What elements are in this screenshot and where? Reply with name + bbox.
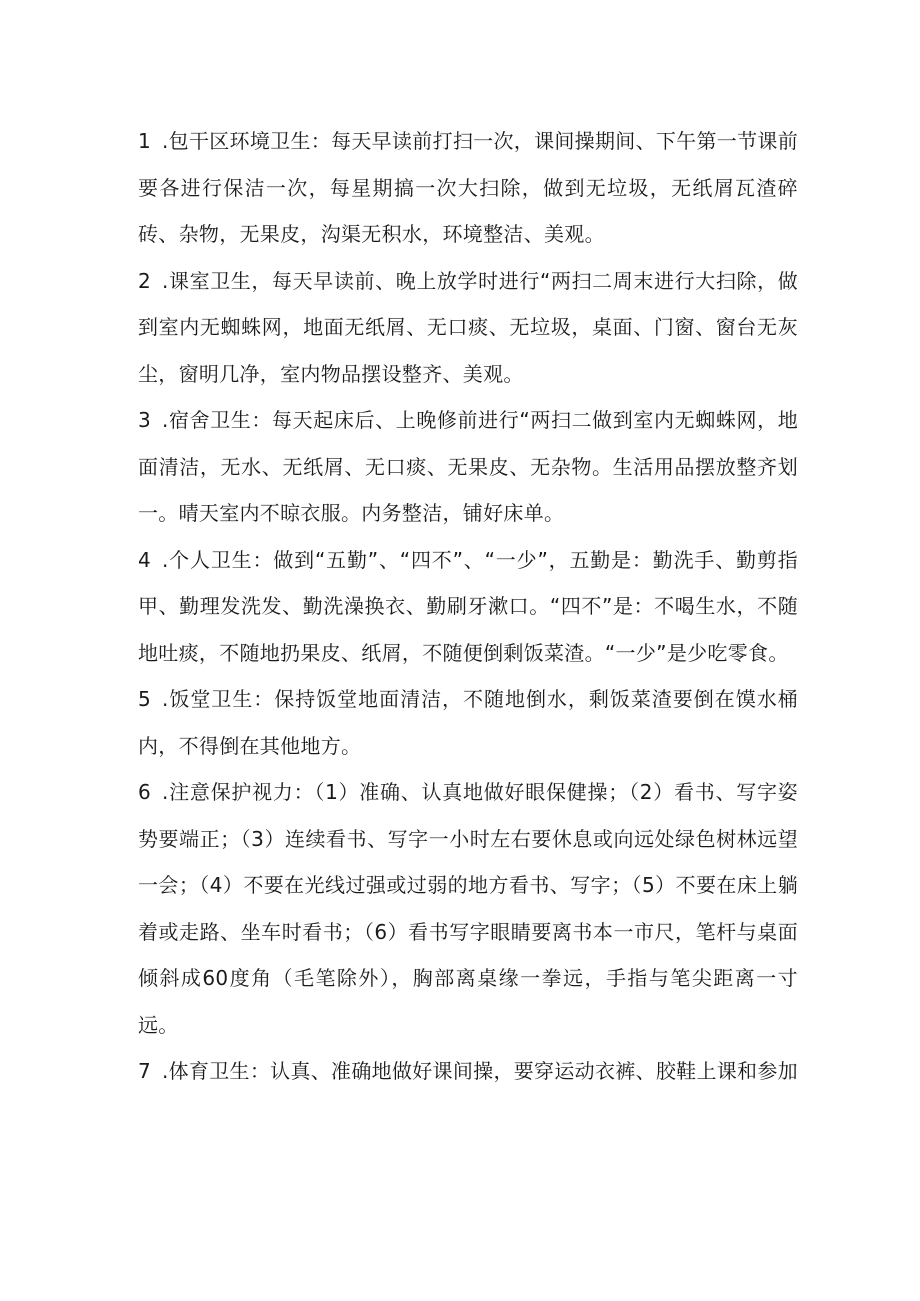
paragraph-4 bbox=[138, 537, 798, 677]
paragraph-4-text: .个人卫生：做到“五勤”、“四不”、“一少”，五勤是：勤洗手、勤剪指甲、勤理发洗发、勤洗澡换衣、勤刷牙漱口。“四不”是：不喝生水，不随地吐痰，不随地扔果皮、纸屑，不随便倒剩饭菜渣。“一少”是少吃零食。 bbox=[138, 547, 798, 665]
paragraph-2-text: .课室卫生，每天早读前、晚上放学时进行“两扫二周末进行大扫除，做到室内无蜘蛛网，地面无纸屑、无口痰、无垃圾，桌面、门窗、窗台无灰尘，窗明几净，室内物品摆设整齐、美观。 bbox=[138, 268, 798, 386]
paragraph-3-text: .宿舍卫生：每天起床后、上晚修前进行“两扫二做到室内无蜘蛛网，地面清洁，无水、无纸屑、无口痰、无果皮、无杂物。生活用品摆放整齐划一。晴天室内不晾衣服。内务整洁，铺好床单。 bbox=[138, 408, 798, 525]
paragraph-7-number: 7 bbox=[138, 1059, 152, 1083]
paragraph-3 bbox=[138, 397, 798, 537]
paragraph-6 bbox=[138, 769, 798, 1048]
paragraph-6-number: 6 bbox=[138, 780, 152, 804]
paragraph-2 bbox=[138, 258, 798, 398]
paragraph-6-text: .注意保护视力：（1）准确、认真地做好眼保健操；（2）看书、写字姿势要端正；（3）连续看书、写字一小时左右要休息或向远处绿色树林远望一会；（4）不要在光线过强或过弱的地方看书、写字；（5）不要在床上躺着或走路、坐车时看书；（6）看书写字眼睛要离书本一市尺，笔杆与桌面倾斜成60度角（毛笔除外），胸部离桌缘一拳远，手指与笔尖距离一寸远。 bbox=[138, 780, 798, 1037]
paragraph-4-number: 4 bbox=[138, 547, 152, 572]
paragraph-7 bbox=[138, 1048, 798, 1095]
paragraph-3-number: 3 bbox=[138, 408, 152, 432]
document-body bbox=[138, 118, 798, 1095]
paragraph-2-number: 2 bbox=[138, 268, 152, 293]
paragraph-1-number: 1 bbox=[138, 129, 152, 153]
paragraph-5-text: .饭堂卫生：保持饭堂地面清洁，不随地倒水，剩饭菜渣要倒在馍水桶内，不得倒在其他地方。 bbox=[138, 687, 798, 758]
paragraph-1-text: .包干区环境卫生：每天早读前打扫一次，课间操期间、下午第一节课前要各进行保洁一次，每星期搞一次大扫除，做到无垃圾，无纸屑瓦渣碎砖、杂物，无果皮，沟渠无积水，环境整洁、美观。 bbox=[138, 129, 798, 246]
paragraph-5 bbox=[138, 676, 798, 769]
paragraph-7-text: .体育卫生：认真、准确地做好课间操，要穿运动衣裤、胶鞋上课和参加 bbox=[162, 1059, 798, 1083]
paragraph-5-number: 5 bbox=[138, 687, 152, 711]
paragraph-1 bbox=[138, 118, 798, 258]
